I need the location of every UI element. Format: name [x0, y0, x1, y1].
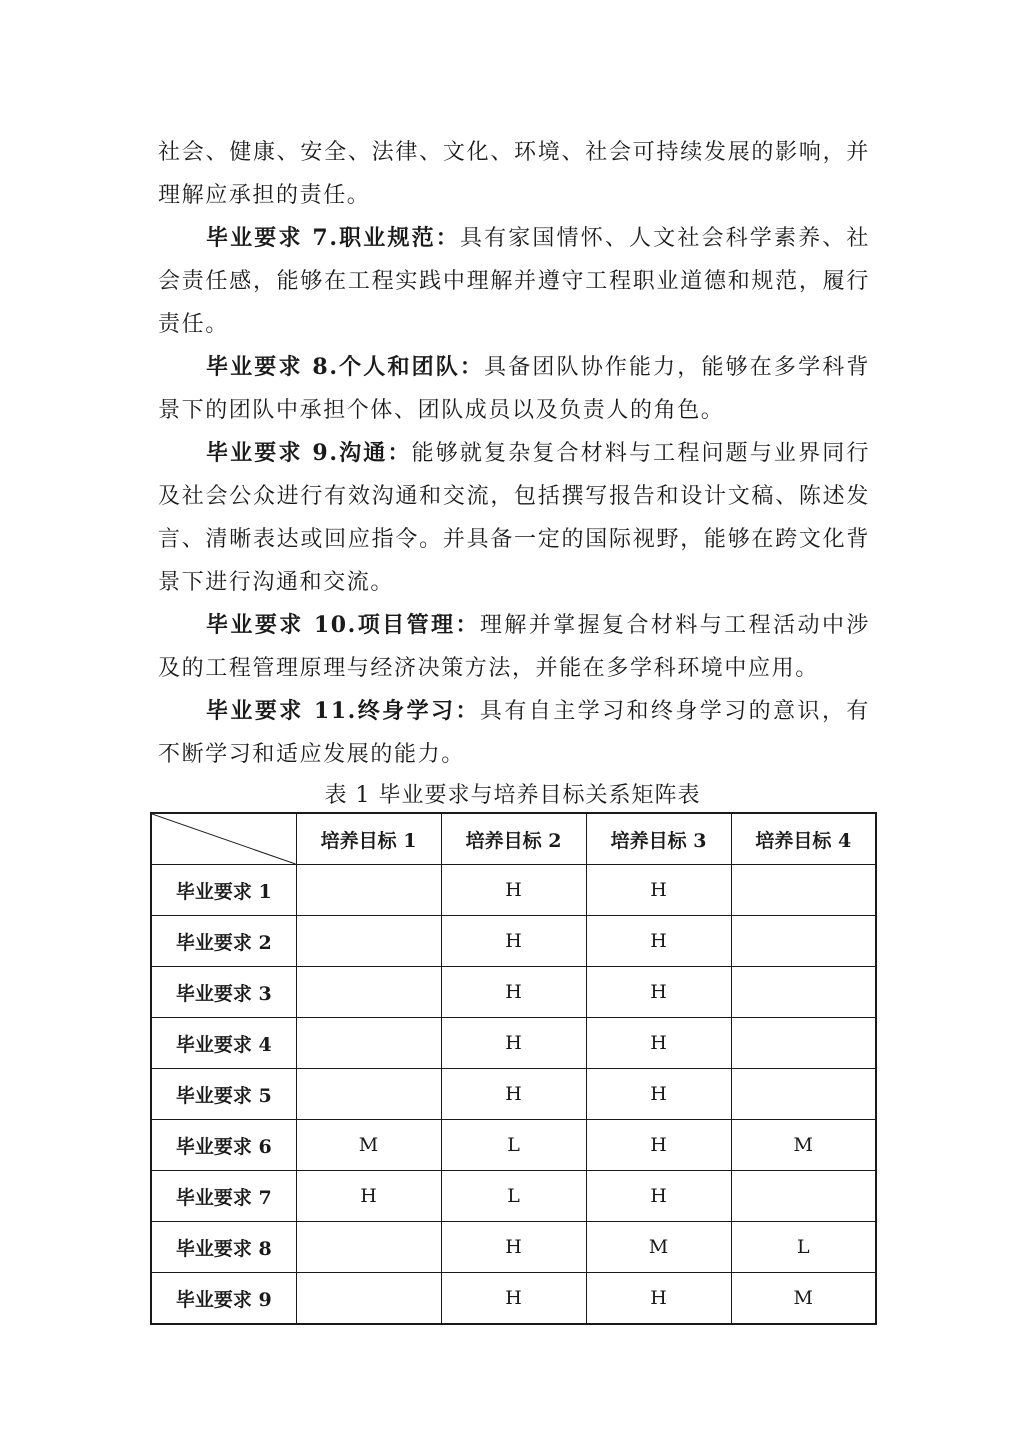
row-label: 毕业要求 3: [151, 967, 296, 1018]
table-cell: H: [296, 1171, 441, 1222]
paragraph-requirement-9: [158, 432, 870, 604]
table-cell: [731, 967, 876, 1018]
requirement-title: 毕业要求 11.终身学习：: [206, 698, 480, 724]
table-cell: H: [441, 1222, 586, 1273]
body-text: [158, 131, 870, 776]
column-header: 培养目标 4: [731, 813, 876, 865]
table-row: [151, 1018, 876, 1069]
table-cell: [296, 1273, 441, 1325]
paragraph-requirement-7: [158, 217, 870, 346]
table-cell: L: [441, 1120, 586, 1171]
column-header: 培养目标 1: [296, 813, 441, 865]
table-cell: L: [731, 1222, 876, 1273]
table-header-row: [151, 813, 876, 865]
table-cell: [296, 916, 441, 967]
requirement-title: 毕业要求 7.职业规范：: [206, 225, 460, 251]
table-cell: M: [296, 1120, 441, 1171]
table-cell: H: [586, 1171, 731, 1222]
table-row: [151, 967, 876, 1018]
requirement-text: 能够就复杂复合材料与工程问题与业界同行及社会公众进行有效沟通和交流，包括撰写报告和设计文稿、陈述发言、清晰表达或回应指令。并具备一定的国际视野，能够在跨文化背景下进行沟通和交流。: [158, 441, 870, 595]
table-cell: [296, 967, 441, 1018]
table-cell: H: [586, 1273, 731, 1325]
table-cell: M: [586, 1222, 731, 1273]
table-cell: M: [731, 1273, 876, 1325]
table-row: [151, 1273, 876, 1325]
table-row: [151, 916, 876, 967]
requirements-matrix-table: [150, 812, 877, 1325]
table-cell: [296, 1018, 441, 1069]
table-row: [151, 865, 876, 916]
row-label: 毕业要求 2: [151, 916, 296, 967]
table-caption: 表 1 毕业要求与培养目标关系矩阵表: [324, 783, 701, 808]
table-cell: [731, 1171, 876, 1222]
row-label: 毕业要求 8: [151, 1222, 296, 1273]
paragraph-requirement-11: [158, 690, 870, 776]
row-label: 毕业要求 5: [151, 1069, 296, 1120]
column-header: 培养目标 2: [441, 813, 586, 865]
table-cell: H: [441, 1069, 586, 1120]
table-cell: H: [441, 916, 586, 967]
table-row: [151, 1069, 876, 1120]
table-cell: H: [586, 967, 731, 1018]
table-cell: H: [586, 916, 731, 967]
column-header: 培养目标 3: [586, 813, 731, 865]
requirement-title: 毕业要求 10.项目管理：: [206, 612, 480, 638]
table-cell: [296, 865, 441, 916]
table-row: [151, 1120, 876, 1171]
requirement-title: 毕业要求 9.沟通：: [206, 440, 412, 466]
table-cell: [731, 916, 876, 967]
table-row: [151, 1222, 876, 1273]
row-label: 毕业要求 1: [151, 865, 296, 916]
paragraph-text: 社会、健康、安全、法律、文化、环境、社会可持续发展的影响，并理解应承担的责任。: [158, 140, 870, 208]
paragraph-requirement-10: [158, 604, 870, 690]
row-label: 毕业要求 9: [151, 1273, 296, 1325]
table-cell: H: [586, 1069, 731, 1120]
row-label: 毕业要求 7: [151, 1171, 296, 1222]
paragraph-continuation: [158, 131, 870, 217]
table-cell: [731, 1018, 876, 1069]
diagonal-line: [152, 814, 296, 864]
table-cell: [296, 1069, 441, 1120]
table-cell: H: [586, 1018, 731, 1069]
table-cell: H: [441, 1018, 586, 1069]
requirement-text: 具有自主学习和终身学习的意识，有不断学习和适应发展的能力。: [158, 699, 871, 767]
table-cell: M: [731, 1120, 876, 1171]
diagonal-corner-cell: [151, 813, 296, 865]
paragraph-requirement-8: [158, 346, 870, 432]
requirement-text: 具有家国情怀、人文社会科学素养、社会责任感，能够在工程实践中理解并遵守工程职业道德和规范，履行责任。: [158, 226, 871, 337]
requirement-title: 毕业要求 8.个人和团队：: [206, 354, 485, 380]
requirement-text: 具备团队协作能力，能够在多学科背景下的团队中承担个体、团队成员以及负责人的角色。: [158, 355, 870, 423]
table-cell: [731, 865, 876, 916]
table-cell: H: [441, 1273, 586, 1325]
table-cell: [731, 1069, 876, 1120]
table-cell: H: [441, 865, 586, 916]
requirement-text: 理解并掌握复合材料与工程活动中涉及的工程管理原理与经济决策方法，并能在多学科环境中应用。: [158, 613, 871, 681]
table-cell: H: [586, 865, 731, 916]
table-cell: L: [441, 1171, 586, 1222]
table-cell: [296, 1222, 441, 1273]
table-cell: H: [586, 1120, 731, 1171]
table-row: [151, 1171, 876, 1222]
row-label: 毕业要求 4: [151, 1018, 296, 1069]
row-label: 毕业要求 6: [151, 1120, 296, 1171]
table-cell: H: [441, 967, 586, 1018]
